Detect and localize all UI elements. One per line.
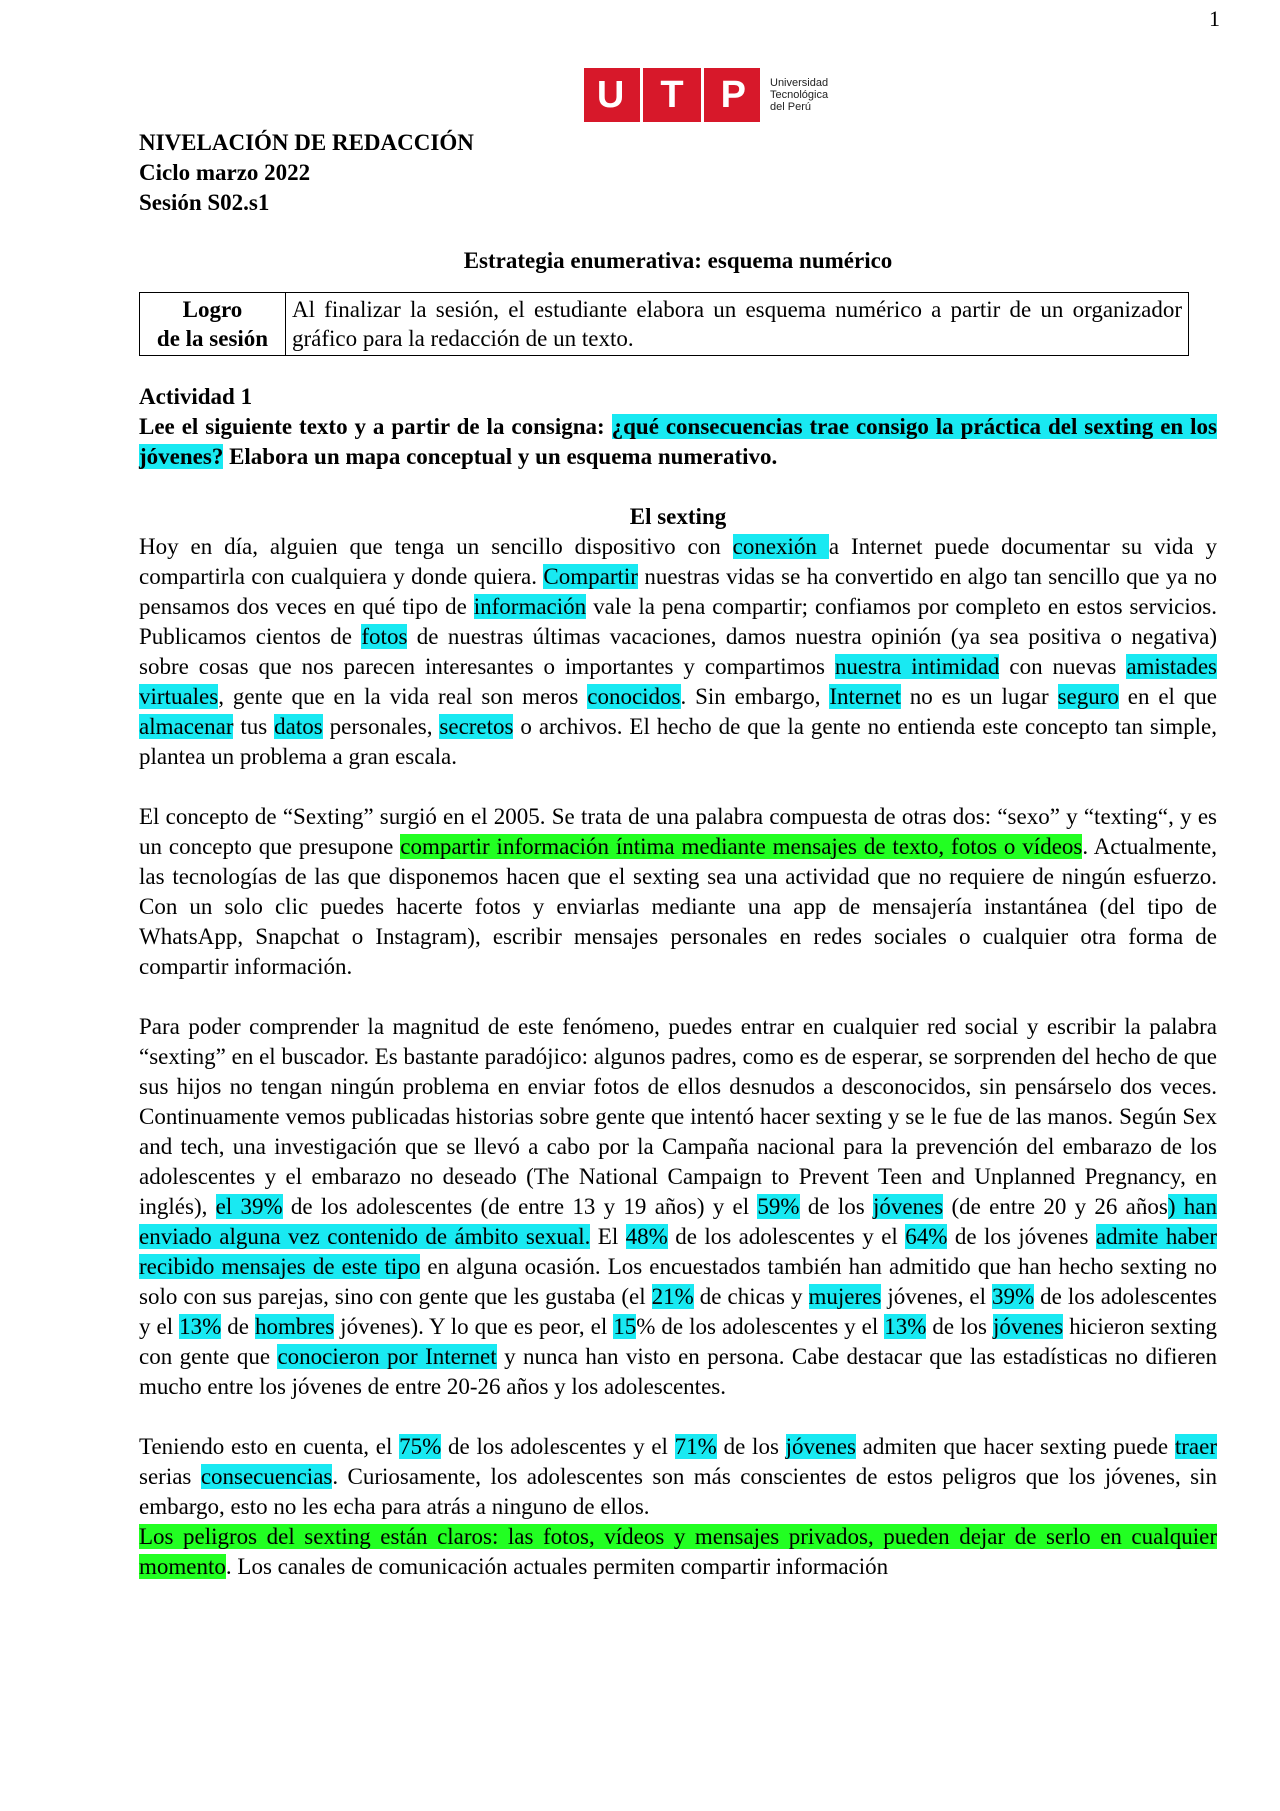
logro-label-2: de la sesión bbox=[156, 326, 269, 351]
paragraph-5: Los peligros del sexting están claros: las fotos, vídeos y mensajes privados, pueden dejar de serlo en cualquier momento. Los canales de comunicación actuales permiten compartir información bbox=[139, 1524, 1217, 1579]
logro-table bbox=[139, 292, 1189, 356]
page-number: 1 bbox=[1209, 6, 1220, 31]
utp-logo bbox=[584, 68, 828, 122]
page-title: Estrategia enumerativa: esquema numérico bbox=[463, 248, 893, 273]
instruction-question: ¿qué consecuencias trae consigo la práctica del sexting en los jóvenes? bbox=[139, 414, 1217, 469]
logo-line-3: del Perú bbox=[770, 101, 811, 113]
paragraph-1: Hoy en día, alguien que tenga un sencillo dispositivo con conexión a Internet puede documentar su vida y compartirla con cualquiera y donde quiera. Compartir nuestras vidas se ha convertido en algo tan sencillo que ya no pensamos dos veces en qué tipo de información vale la pena compartir; confiamos por completo en estos servicios. Publicamos cientos de fotos de nuestras últimas vacaciones, damos nuestra opinión (ya sea positiva o negativa) sobre cosas que nos parecen interesantes o importantes y compartimos nuestra intimidad con nuevas amistades virtuales, gente que en la vida real son meros conocidos. Sin embargo, Internet no es un lugar seguro en el que almacenar tus datos personales, secretos o archivos. El hecho de que la gente no entienda este concepto tan simple, plantea un problema a gran escala. bbox=[139, 534, 1218, 769]
activity-instruction bbox=[139, 412, 1217, 472]
logro-label-1: Logro bbox=[182, 297, 243, 322]
paragraph-4: Teniendo esto en cuenta, el 75% de los adolescentes y el 71% de los jóvenes admiten que hacer sexting puede traer serias consecuencias. Curiosamente, los adolescentes son más conscientes de estos peligros que los jóvenes, sin embargo, esto no les echa para atrás a ninguno de ellos. bbox=[139, 1434, 1217, 1519]
paragraph-2: El concepto de “Sexting” surgió en el 2005. Se trata de una palabra compuesta de otras dos: “sexo” y “texting“, y es un concepto que presupone compartir información íntima mediante mensajes de texto, fotos o vídeos. Actualmente, las tecnologías de las que disponemos hacen que el sexting sea una actividad que no requiere de ningún esfuerzo. Con un solo clic puedes hacerte fotos y enviarlas mediante una app de mensajería instantánea (del tipo de WhatsApp, Snapchat o Instagram), escribir mensajes personales en redes sociales o cualquier otra forma de compartir información. bbox=[139, 804, 1217, 979]
instruction-task: Elabora un mapa conceptual y un esquema numerativo. bbox=[223, 444, 778, 469]
utp-logo-mark bbox=[584, 68, 760, 122]
logo-caption bbox=[770, 77, 828, 113]
course-header bbox=[139, 128, 1217, 218]
logo-line-1: Universidad bbox=[770, 77, 829, 89]
logo-letter-p: P bbox=[720, 73, 747, 116]
logo-letter-u: U bbox=[596, 73, 625, 116]
instruction-text: Lee el siguiente texto y a partir de la consigna: bbox=[139, 414, 612, 439]
course-cycle: Ciclo marzo 2022 bbox=[139, 160, 311, 185]
text-title: El sexting bbox=[629, 504, 727, 529]
logo-line-2: Tecnológica bbox=[770, 89, 829, 101]
logro-label bbox=[140, 293, 286, 356]
logo-letter-t: T bbox=[660, 73, 684, 116]
paragraph-3: Para poder comprender la magnitud de este fenómeno, puedes entrar en cualquier red social y escribir la palabra “sexting” en el buscador. Es bastante paradójico: algunos padres, como es de esperar, se sorprenden del hecho de que sus hijos no tengan ningún problema en enviar fotos de ellos desnudos a desconocidos, sin pensárselo dos veces. Continuamente vemos publicadas historias sobre gente que intentó hacer sexting y se le fue de las manos. Según Sex and tech, una investigación que se llevó a cabo por la Campaña nacional para la prevención del embarazo de los adolescentes y el embarazo no deseado (The National Campaign to Prevent Teen and Unplanned Pregnancy, en inglés), el 39% de los adolescentes (de entre 13 y 19 años) y el 59% de los jóvenes (de entre 20 y 26 años) han enviado alguna vez contenido de ámbito sexual. El 48% de los adolescentes y el 64% de los jóvenes admite haber recibido mensajes de este tipo en alguna ocasión. Los encuestados también han admitido que han hecho sexting no solo con sus parejas, sino con gente que les gustaba (el 21% de chicas y mujeres jóvenes, el 39% de los adolescentes y el 13% de hombres jóvenes). Y lo que es peor, el 15% de los adolescentes y el 13% de los jóvenes hicieron sexting con gente que conocieron por Internet y nunca han visto en persona. Cabe destacar que las estadísticas no difieren mucho entre los jóvenes de entre 20-26 años y los adolescentes. bbox=[139, 1014, 1218, 1399]
course-session: Sesión S02.s1 bbox=[139, 190, 270, 215]
course-title: NIVELACIÓN DE REDACCIÓN bbox=[139, 130, 474, 155]
activity-title: Actividad 1 bbox=[139, 384, 253, 409]
document-body bbox=[139, 128, 1217, 1582]
logro-text: Al finalizar la sesión, el estudiante elabora un esquema numérico a partir de un organizador gráfico para la redacción de un texto. bbox=[286, 293, 1189, 356]
